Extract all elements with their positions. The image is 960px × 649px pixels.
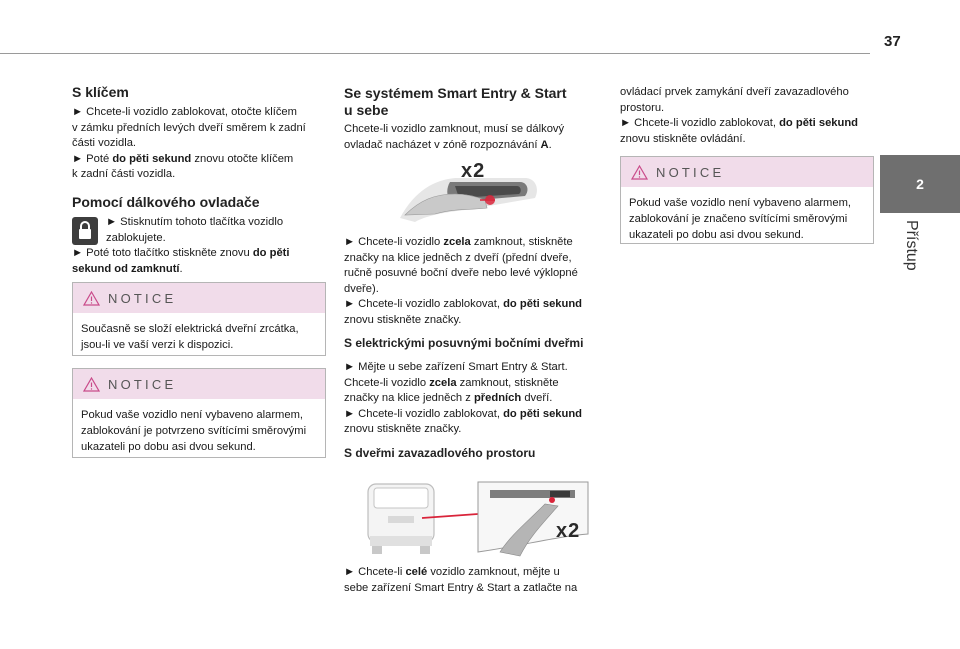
text-line: ► Poté do pěti sekund znovu otočte klíčem xyxy=(72,152,294,165)
warning-icon xyxy=(631,165,648,180)
text-line: ► Stisknutím tohoto tlačítka vozidlo xyxy=(106,216,284,228)
press-twice-label: x2 xyxy=(556,520,581,542)
text-line: Chcete-li vozidlo zamknout, musí se dálkový xyxy=(344,123,565,135)
text-line: ovládací prvek zamykání dveří zavazadlového xyxy=(620,86,849,98)
remote-instructions-b xyxy=(72,246,326,277)
press-twice-label: x2 xyxy=(461,160,486,182)
smart-entry-intro xyxy=(344,122,600,153)
text-line: znovu stiskněte značky. xyxy=(344,423,462,435)
text-line: ► Chcete-li vozidlo zablokovat, otočte klíčem xyxy=(72,106,297,118)
chapter-number: 2 xyxy=(916,176,924,192)
text-line: značky na klice jedněch z dveří (přední dveře, xyxy=(344,251,572,264)
text-line: zablokujete. xyxy=(106,231,166,244)
text-line: ► Chcete-li vozidlo zcela zamknout, stiskněte xyxy=(344,236,573,248)
text-line: znovu stiskněte ovládání. xyxy=(620,132,746,145)
text-line: ► Chcete-li vozidlo zablokovat, do pěti sekund xyxy=(344,407,583,420)
text-line: ovladač nacházet v zóně rozpoznávání A. xyxy=(344,138,552,151)
front-doors-instructions xyxy=(344,235,600,328)
notice-header xyxy=(73,283,325,313)
heading-smart-entry: Se systémem Smart Entry & Start u sebe xyxy=(344,85,567,118)
notice-text: Pokud vaše vozidlo není vybaveno alarmem, zablokování je potvrzeno svítícími směrovými ukazateli po dobu asi dvou sekund. xyxy=(81,409,307,453)
notice-header xyxy=(621,157,873,187)
warning-icon xyxy=(83,291,100,306)
remote-instructions-a xyxy=(106,215,326,246)
text-line: ručně posuvné boční dveře nebo levé výklopné xyxy=(344,267,578,279)
notice-title: NOTICE xyxy=(108,376,177,392)
text-line: části vozidla. xyxy=(72,137,137,149)
chapter-label: Přístup xyxy=(903,220,920,271)
text-line: ► Chcete-li vozidlo zablokovat, do pěti sekund xyxy=(620,117,859,129)
chapter-tab[interactable] xyxy=(880,155,960,213)
notice-text: Současně se složí elektrická dveřní zrcátka, jsou-li ve vaší verzi k dispozici. xyxy=(81,323,299,351)
notice-box-alarm-tailgate xyxy=(620,156,874,244)
text-line: dveře). xyxy=(344,282,379,295)
warning-icon xyxy=(83,377,100,392)
heading-with-key: S klíčem xyxy=(72,84,129,100)
notice-title: NOTICE xyxy=(108,290,177,306)
tailgate-instructions xyxy=(344,565,600,596)
text-line: prostoru. xyxy=(620,101,665,114)
tailgate-illustration xyxy=(360,476,590,563)
text-line: ► Chcete-li celé vozidlo zamknout, mějte u xyxy=(344,566,560,578)
notice-text: Pokud vaše vozidlo není vybaveno alarmem, zablokování je značeno svítícími směrovými ukazateli po dobu asi dvou sekund. xyxy=(629,197,852,241)
heading-sliding-doors: S elektrickými posuvnými bočními dveřmi xyxy=(344,336,584,350)
text-line: k zadní části vozidla. xyxy=(72,168,176,180)
sliding-doors-instructions xyxy=(344,360,600,438)
page-number: 37 xyxy=(884,33,901,50)
notice-title: NOTICE xyxy=(656,164,725,180)
text-line: značky na klice jedněch z předních dveří. xyxy=(344,392,553,404)
text-line: ► Chcete-li vozidlo zablokovat, do pěti sekund xyxy=(344,298,583,310)
notice-header xyxy=(73,369,325,399)
text-line: sebe zařízení Smart Entry & Start a zatlačte na xyxy=(344,581,578,594)
text-line: v zámku předních levých dveří směrem k zadní xyxy=(72,121,306,134)
text-line: ► Mějte u sebe zařízení Smart Entry & Start. xyxy=(344,361,568,373)
heading-remote-control: Pomocí dálkového ovladače xyxy=(72,194,260,210)
text-line: Chcete-li vozidlo zcela zamknout, stiskněte xyxy=(344,376,559,389)
text-line: ► Poté toto tlačítko stiskněte znovu do pěti xyxy=(72,247,290,259)
notice-box-alarm xyxy=(72,368,326,458)
key-instructions xyxy=(72,105,326,183)
heading-tailgate: S dveřmi zavazadlového prostoru xyxy=(344,446,536,460)
tailgate-instructions-continued xyxy=(620,85,876,147)
text-line: sekund od zamknutí. xyxy=(72,262,183,275)
notice-box-mirrors xyxy=(72,282,326,356)
door-handle-illustration xyxy=(395,160,545,227)
text-line: znovu stiskněte značky. xyxy=(344,313,462,326)
top-rule xyxy=(0,53,870,54)
